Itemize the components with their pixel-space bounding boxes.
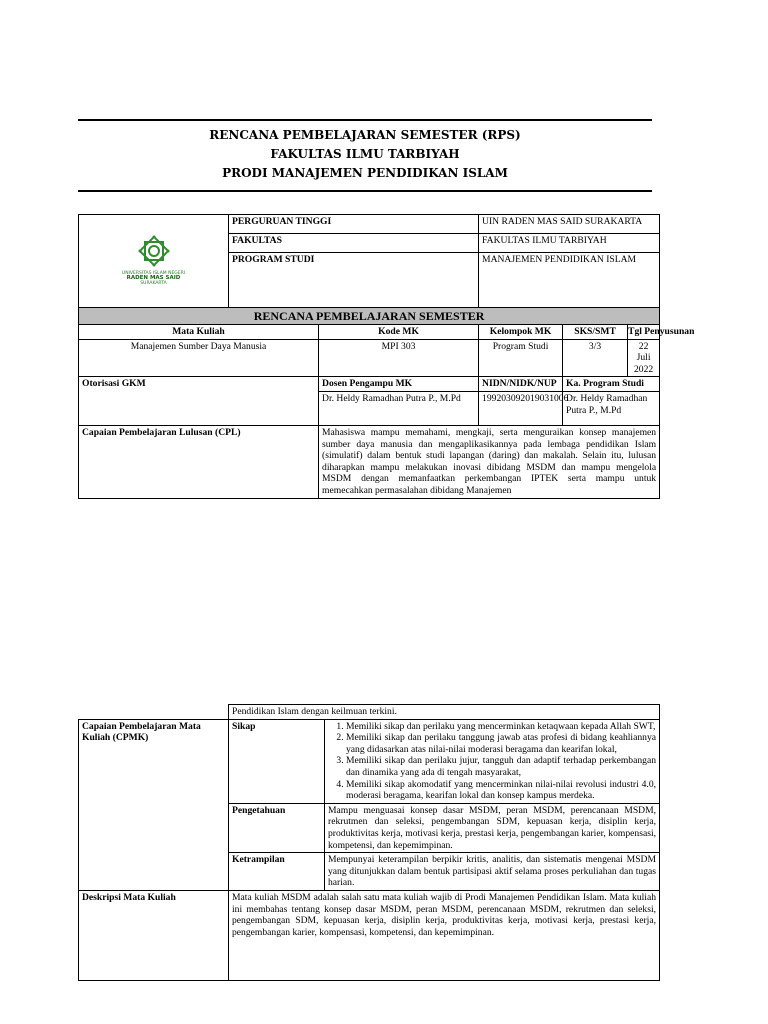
doc-prodi: PRODI MANAJEMEN PENDIDIKAN ISLAM (222, 166, 508, 180)
fakultas-label: FAKULTAS (229, 234, 479, 253)
col-nidn: NIDN/NIDK/NUP (479, 377, 563, 392)
sks-smt-value: 3/3 (563, 339, 628, 377)
sikap-list (328, 721, 656, 802)
col-dosen: Dosen Pengampu MK (319, 377, 479, 392)
sikap-list-cell (325, 719, 660, 803)
prodi-label: PROGRAM STUDI (229, 253, 479, 308)
doc-faculty: FAKULTAS ILMU TARBIYAH (270, 147, 460, 161)
logo-text-1: UNIVERSITAS ISLAM NEGERI (121, 270, 186, 276)
pt-value: UIN RADEN MAS SAID SURAKARTA (479, 215, 660, 234)
sikap-item-1: 1. Memiliki sikap dan perilaku yang mencerminkan ketaqwaan kepada Allah SWT, (346, 721, 656, 733)
header-rule-bottom (78, 190, 652, 192)
kode-mk-value: MPI 303 (319, 339, 479, 377)
university-logo-icon (134, 235, 174, 271)
sikap-item-4: 4. Memiliki sikap akomodatif yang mencerminkan nilai-nilai revolusi industri 4.0, moderasi beragama, kearifan lokal dan konsep kampus merdeka. (346, 779, 656, 802)
dosen-value: Dr. Heldy Ramadhan Putra P., M.Pd (319, 391, 479, 425)
rps-info-table (78, 214, 695, 499)
sikap-item-2: 2. Memiliki sikap dan perilaku tanggung jawab atas profesi di bidang keahliannya yang didasarkan atas nilai-nilai moderasi beragama dan kearifan lokal, (346, 732, 656, 755)
col-sks-smt: SKS/SMT (563, 325, 628, 340)
logo-cell (79, 215, 229, 308)
otorisasi-label: Otorisasi GKM (79, 377, 319, 426)
cpl-label: Capaian Pembelajaran Lulusan (CPL) (79, 425, 319, 498)
pt-label: PERGURUAN TINGGI (229, 215, 479, 234)
cpl-text: Mahasiswa mampu memahami, mengkaji, serta menguraikan konsep manajemen sumber daya manusia dan mengaplikasikannya pada lembaga pendidikan Islam (simulatif) dalam bentuk studi lapangan (daring) dan makalah. Selain itu, lulusan diharapkan mampu melakukan inovasi dibidang MSDM dan mampu mengelola MSDM dengan memanfaatkan perkembangan IPTEK serta mampu untuk memecahkan permasalahan dibidang Manajemen (319, 425, 660, 498)
ketrampilan-text: Mempunyai keterampilan berpikir kritis, analitis, dan sistematis mengenai MSDM yang ditunjukkan dalam bentuk partisipasi aktif selama proses perkuliahan dan tugas harian. (325, 853, 660, 891)
header-rule-top (78, 119, 652, 121)
ka-prodi-value: Dr. Heldy Ramadhan Putra P., M.Pd (563, 391, 660, 425)
deskripsi-label: Deskripsi Mata Kuliah (79, 890, 229, 980)
mata-kuliah-value: Manajemen Sumber Daya Manusia (79, 339, 319, 377)
ketrampilan-label: Ketrampilan (229, 853, 325, 891)
pengetahuan-text: Mampu menguasai konsep dasar MSDM, peran MSDM, perencanaan MSDM, rekrutmen dan seleksi, pengembangan SDM, kepuasan kerja, disiplin kerja, produktivitas kerja, motivasi kerja, prestasi kerja, pengembangan karier, kompensasi, kompetensi, dan kepemimpinan. (325, 803, 660, 852)
col-mata-kuliah: Mata Kuliah (79, 325, 319, 340)
tgl-value: 22 Juli 2022 (628, 339, 660, 377)
logo-text-3: SURAKARTA (140, 280, 167, 286)
cpmk-label: Capaian Pembelajaran Mata Kuliah (CPMK) (79, 719, 229, 890)
nidn-value: 199203092019031006 (479, 391, 563, 425)
prodi-value: MANAJEMEN PENDIDIKAN ISLAM (479, 253, 660, 308)
pengetahuan-label: Pengetahuan (229, 803, 325, 852)
col-kode-mk: Kode MK (319, 325, 479, 340)
kelompok-mk-value: Program Studi (479, 339, 563, 377)
sikap-label: Sikap (229, 719, 325, 803)
deskripsi-text: Mata kuliah MSDM adalah salah satu mata kuliah wajib di Prodi Manajemen Pendidikan Islam. Mata kuliah ini membahas tentang konsep dasar MSDM, peran MSDM, perencanaan MSDM, rekrutmen dan seleksi, pengembangan SDM, kepuasan kerja, disiplin kerja, produktivitas kerja, motivasi kerja, prestasi kerja, pengembangan karier, kompensasi, kompetensi, dan kepemimpinan. (229, 890, 660, 980)
col-ka-prodi: Ka. Program Studi (563, 377, 660, 392)
rps-section-title: RENCANA PEMBELAJARAN SEMESTER (79, 308, 660, 325)
rps-detail-table (78, 704, 660, 981)
col-tgl-penyusunan: Tgl Penyusunan (628, 325, 660, 340)
fakultas-value: FAKULTAS ILMU TARBIYAH (479, 234, 660, 253)
col-kelompok-mk: Kelompok MK (479, 325, 563, 340)
cpl-continued: Pendidikan Islam dengan keilmuan terkini. (229, 705, 660, 720)
logo-text-2: RADEN MAS SAID (126, 274, 181, 281)
doc-title: RENCANA PEMBELAJARAN SEMESTER (RPS) (209, 128, 521, 142)
sikap-item-3: 3. Memiliki sikap dan perilaku jujur, tangguh dan adaptif terhadap perkembangan dan dinamika yang ada di tengah masyarakat, (346, 755, 656, 778)
